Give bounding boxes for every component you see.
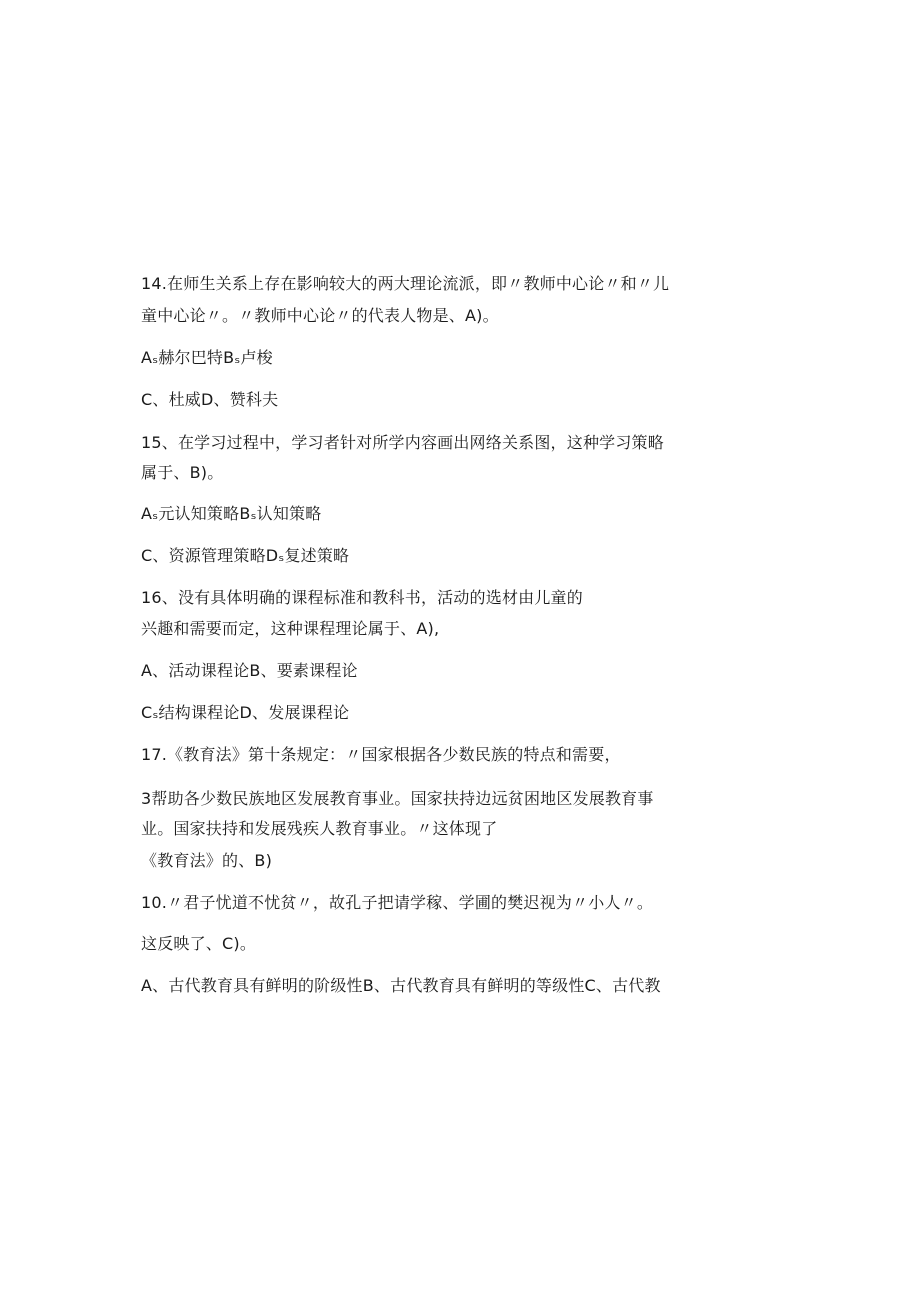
q16-stem-line-1: 16、没有具体明确的课程标准和教科书，活动的选材由儿童的	[141, 588, 583, 607]
q14-stem-line-2: 童中心论〃。〃教师中心论〃的代表人物是、A)。	[141, 306, 499, 325]
q10-stem-line-1: 10.〃君子忧道不忧贫〃，故孔子把请学稼、学圃的樊迟视为〃小人〃。	[141, 893, 654, 912]
q17-stem-line-3: 业。国家扶持和发展残疾人教育事业。〃这体现了	[141, 819, 498, 838]
q14-stem-line-1: 14.在师生关系上存在影响较大的两大理论流派，即〃教师中心论〃和〃儿	[141, 274, 670, 293]
q16-options-cd: Cₛ结构课程论D、发展课程论	[141, 703, 350, 722]
q17-stem-line-1: 17.《教育法》第十条规定：〃国家根据各少数民族的特点和需要，	[141, 745, 621, 764]
q17-stem-line-4: 《教育法》的、B)	[141, 851, 273, 870]
q10-stem-line-2: 这反映了、C)。	[141, 934, 257, 953]
q10-options-line: A、古代教育具有鲜明的阶级性B、古代教育具有鲜明的等级性C、古代教	[141, 976, 661, 995]
q16-stem-line-2: 兴趣和需要而定，这种课程理论属于、A),	[141, 619, 440, 638]
q15-options-cd: C、资源管理策略Dₛ复述策略	[141, 546, 350, 565]
q15-stem-line-2: 属于、B)。	[141, 463, 224, 482]
q14-options-cd: C、杜威D、赞科夫	[141, 390, 279, 409]
q15-stem-line-1: 15、在学习过程中，学习者针对所学内容画出网络关系图，这种学习策略	[141, 433, 664, 452]
q14-options-ab: Aₛ赫尔巴特Bₛ卢梭	[141, 348, 273, 367]
q15-options-ab: Aₛ元认知策略Bₛ认知策略	[141, 504, 322, 523]
q17-stem-line-2: 3帮助各少数民族地区发展教育事业。国家扶持边远贫困地区发展教育事	[141, 789, 654, 808]
q16-options-ab: A、活动课程论B、要素课程论	[141, 661, 358, 680]
